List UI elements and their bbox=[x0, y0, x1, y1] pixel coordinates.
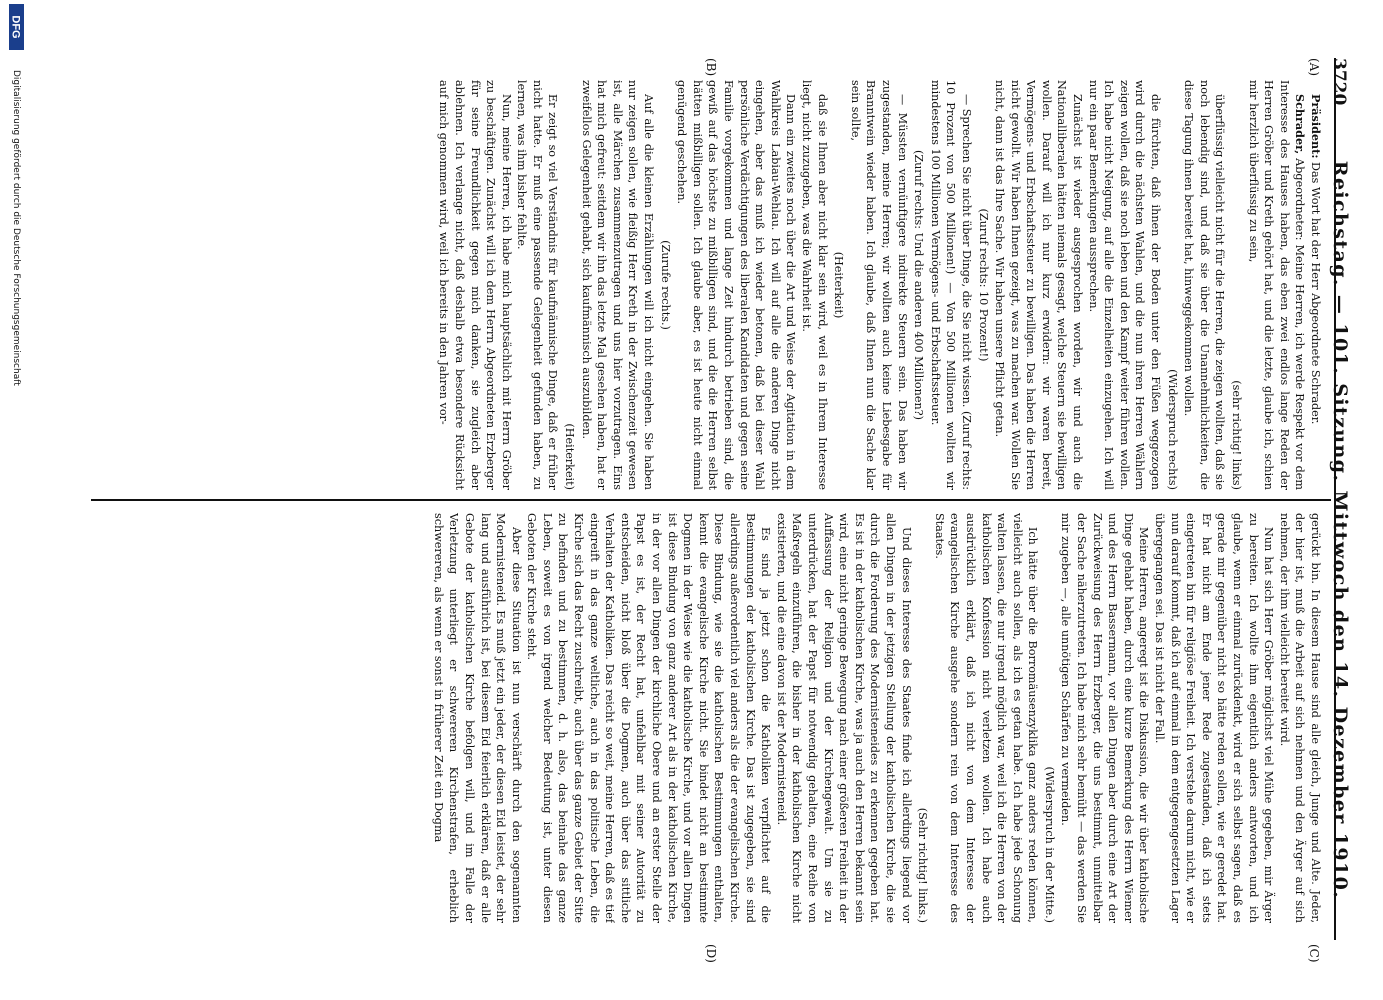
right-text-column bbox=[98, 513, 1323, 923]
paragraph: die fürchten, daß ihnen der Boden unter den Füßen weggezogen wird durch die nächsten Wahlen, und die nun ihren Herren Wählern zeigen wollen, daß sie noch leben und den Kampf weiter führen wollen. Ich habe nicht Neigung, auf alle die Einzelheiten einzugehen. Ich will nur ein paar Bemerkungen aussprechen. bbox=[1086, 80, 1163, 490]
paragraph: daß sie Ihnen aber nicht klar sein wird, weil es in Ihrem Interesse liegt, nicht zuzugeben, was die Wahrheit ist. bbox=[800, 80, 829, 490]
page-number: 3720 bbox=[1329, 58, 1349, 106]
header-rule bbox=[1334, 58, 1336, 940]
interjection: (Sehr richtig! links.) bbox=[916, 807, 930, 923]
paragraph: Auf alle die kleinen Erzählungen will ich nicht eingehen. Sie haben nur zeigen sollen, wie fleißig Herr Kreth in der Zwischenzeit gewesen ist, alle Märchen zusammenzutragen und uns hier vorzutragen. Eins hat mich gefreut: seitdem wir ihn das letzte Mal gesehen haben, hat er zweifellos Gelegenheit gehabt, sich kaufmännisch auszubilden. bbox=[579, 80, 656, 490]
paragraph: Nun, meine Herren, ich habe mich hauptsächlich mit Herrn Gröber zu beschäftigen. Zunächst will ich dem Herrn Abgeordneten Erzberger für seine Freundlichkeit gegen mich danken, sie zugleich aber ablehnen. Ich verlange nicht, daß deshalb etwa besondere Rücksicht auf mich genommen wird, weil ich bereits in den Jahren vor- bbox=[437, 80, 513, 490]
column-divider bbox=[91, 499, 1331, 501]
digitization-credit: Digitalisierung gefördert durch die Deutsche Forschungsgemeinschaft bbox=[11, 70, 21, 386]
interjection: (sehr richtig! links) bbox=[1230, 380, 1244, 490]
paragraph: Zunächst ist wieder ausgesprochen worden, wir und auch die Nationalliberalen hätten niemals gesagt, welche Steuern sie bewilligen wollen. Darauf will ich nur kurz erwidern: wir waren bereit, Vermögens- und Erbschaftssteuer zu bewilligen. Das haben die Herren nicht gewollt. Wir haben Ihnen gezeigt, was zu machen war. Wollen Sie nicht, dann ist das Ihre Sache. Wir haben unsere Pflicht getan. bbox=[993, 80, 1085, 490]
interjection: (Heiterkeit) bbox=[563, 423, 577, 490]
speaker-name: Präsident: bbox=[1309, 94, 1323, 159]
paragraph: Und dieses Interesse des Staates finde ich allerdings liegend vor allen Dingen in der jetzigen Stellung der katholischen Kirche, die sie durch die Forderung des Modernisteneides zu erkennen gegeben hat. Es ist in der katholischen Kirche, was ja auch den Herren bekannt sein wird, eine nicht geringe Bewegung nach einer größeren Freiheit in der Auffassung der Religion und der Kirchengewalt. Um sie zu unterdrücken, hat der Papst für notwendig gehalten, eine Reihe von Maßregeln einzuführen, die bisher in der katholischen Kirche nicht existierten, und die eine davon ist der Modernisteneid. bbox=[774, 513, 913, 923]
interjection: (Zurufe rechts.) bbox=[658, 240, 672, 330]
paragraph: Es sind ja jetzt schon die Katholiken verpflichtet auf die Bestimmungen der katholischen Kirche. Das ist zugegeben, sie sind allerdings außerordentlich viel anders als die der evangelischen Kirche. Diese Bindung, wie sie die katholischen Bestimmungen enthalten, kennt die evangelische Kirche nicht. Sie bindet nicht an bestimmte Dogmen in der Weise wie die katholische Kirche, und vor allen Dingen ist diese Bindung von ganz anderer Art als in der katholischen Kirche, in der vor allen Dingen der kirchliche Obere und an erster Stelle der Papst es ist, der Recht hat, unfehlbar mit seiner Autorität zu entscheiden, nicht bloß über die Dogmen, auch über das sittliche Verhalten der Katholiken. Das reicht so weit, meine Herren, daß es tief eingreift in das ganze weltliche, auch in das politische Leben, die Kirche sich das Recht zuschreibt, auch über das ganze Gebiet der Sitte zu befinden und zu bestimmen, d. h. also, das beinahe das ganze Leben, soweit es von irgend welcher Bedeutung ist, unter diesen Geboten der Kirche steht. bbox=[525, 513, 773, 923]
paragraph: Aber diese Situation ist nun verschärft durch den sogenannten Modernisteneid. Es muß jetzt ein jeder, der diesen Eid leistet, der sehr lang und ausführlich ist, bei diesem Eid feierlich erklären, daß er alle Gebote der katholischen Kirche befolgen will, und im Falle der Verletzung unterliegt er schwereren Kirchenstrafen, erheblich schwereren, als wenn er sonst in früherer Zeit ein Dogma bbox=[431, 513, 523, 923]
speaker-name: Schrader, bbox=[1293, 94, 1308, 155]
paragraph: Meine Herren, angeregt ist die Diskussion, die wir über katholische Dinge gehabt haben, durch eine kurze Bemerkung des Herrn Wiemer und des Herrn Bassermann, vor allen Dingen aber durch eine Art der Zurückweisung des Herrn Erzberger, die uns bestimmt, unmittelbar der Sache näherzutreten. Ich habe mich sehr bemüht — das werden Sie mir zugeben —, alle unnötigen Schärfen zu vermeiden. bbox=[1059, 513, 1151, 923]
paragraph: überflüssig vielleicht nicht für die Herren, die zeigen wollten, daß sie noch lebendig sind, und daß sie über die Unannehmlichkeiten, die diese Tagung ihnen bereitet hat, hinweggekommen wollen. bbox=[1182, 80, 1227, 490]
left-text-column bbox=[98, 80, 1323, 490]
paragraph: Nun hat sich Herr Gröber möglichst viel Mühe gegeben, mir Ärger zu bereiten. Ich wollte ihm eigentlich anders antworten, und ich glaube, wenn er einmal zurückdenkt, wird er sich selbst sagen, daß es gerade mir gegenüber nicht so hätte reden sollen, wie er geredet hat. Er hat nicht am Ende jener Rede zugestanden, daß ich stets eingetreten bin für religiöse Freiheit. Ich verstehe darum nicht, wie er nun darauf kommt, daß ich auf einmal in dem entgegengesetzten Lager übergegangen sei. Das ist nicht der Fall. bbox=[1153, 513, 1276, 923]
paragraph: Ich hätte über die Borromäusenzyklika ganz anders reden können, vielleicht auch sollen, als ich es getan habe. Ich habe jede Schonung walten lassen, die nur irgend möglich war, weil ich die Herren von der katholischen Konfession nicht verletzen wollen. Ich habe auch ausdrücklich erklärt, daß ich nicht von dem Interesse der evangelischen Kirche ausgehe sondern rein von dem Interesse des Staates. bbox=[932, 513, 1040, 923]
margin-marker-a: (A) bbox=[1307, 58, 1321, 77]
margin-marker-d: (D) bbox=[704, 944, 718, 963]
running-head bbox=[1327, 0, 1367, 1000]
paragraph-text: Abgeordneter: Meine Herren, ich werde Respekt vor dem Interesse des Hauses haben, das eben zwei endlos lange Reden der Herren Gröber und Kreth gehört hat, und die letzte, glaube ich, schien mir herzlich überflüssig zu sein, bbox=[1246, 80, 1307, 490]
interjection: (Widerspruch rechts) bbox=[1165, 369, 1179, 490]
dfg-logo-icon bbox=[9, 4, 24, 50]
interjection: (Zuruf rechts: Und die anderen 400 Millionen?) bbox=[912, 149, 926, 421]
dfg-logo-text: DFG bbox=[9, 15, 22, 39]
paragraph bbox=[1307, 80, 1323, 490]
margin-marker-c: (C) bbox=[1307, 944, 1321, 963]
paragraph: Er zeigt so viel Verständnis für kaufmännische Dinge, daß er früher nicht hatte. Er muß eine passende Gelegenheit gefunden haben, zu lernen, was ihm bisher fehlte. bbox=[515, 80, 560, 490]
margin-marker-b: (B) bbox=[704, 58, 718, 77]
interjection: (Widerspruch in der Mitte.) bbox=[1042, 766, 1056, 923]
interjection: (Zuruf rechts: 10 Prozent!) bbox=[976, 208, 990, 362]
paragraph: — Sprechen Sie nicht über Dinge, die Sie nicht wissen. (Zuruf rechts: 10 Prozent von 500 Millionen!) — Von 500 Millionen wollten wir mindestens 100 Millionen Vermögens- und Erbschaftssteuer. bbox=[928, 80, 973, 490]
paragraph-text: Das Wort hat der Herr Abgeordnete Schrader. bbox=[1309, 162, 1322, 425]
paragraph: gerückt bin. In diesem Hause sind alle gleich, Junge und Alte. Jeder, der hier ist, muß die Arbeit auf sich nehmen und den Ärger auf sich nehmen, der ihm vielleicht bereitet wird. bbox=[1277, 513, 1322, 923]
header-title: Reichstag. — 101. Sitzung. Mittwoch den 14. Dezember 1910. bbox=[1329, 160, 1351, 900]
interjection: (Heiterkeit) bbox=[832, 251, 846, 319]
paragraph: Dann ein zweites noch über die Art und Weise der Agitation in dem Wahlkreis Labiau-Wehlau. Ich will auf alle die anderen Dinge nicht eingehen, aber das muß ich wieder betonen, daß bei dieser Wahl persönliche Verdächtigungen des liberalen Kandidaten und gegen seine Familie vorgekommen und lange Zeit hindurch betrieben sind, die gewiß auf das höchste zu mißbilligen sind, und die die Herren selbst hätten mißbilligen sollen. Ich glaube aber, es ist heute nicht einmal genügend geschehen. bbox=[675, 80, 798, 490]
paragraph: — Müssten vernünftigere indirekte Steuern sein. Das haben wir zugestanden, meine Herren; wir wollten auch keine Liebesgabe für Branntwein wieder haben. Ich glaube, daß Ihnen nun die Sache klar sein sollte, bbox=[848, 80, 909, 490]
paragraph bbox=[1245, 80, 1307, 490]
